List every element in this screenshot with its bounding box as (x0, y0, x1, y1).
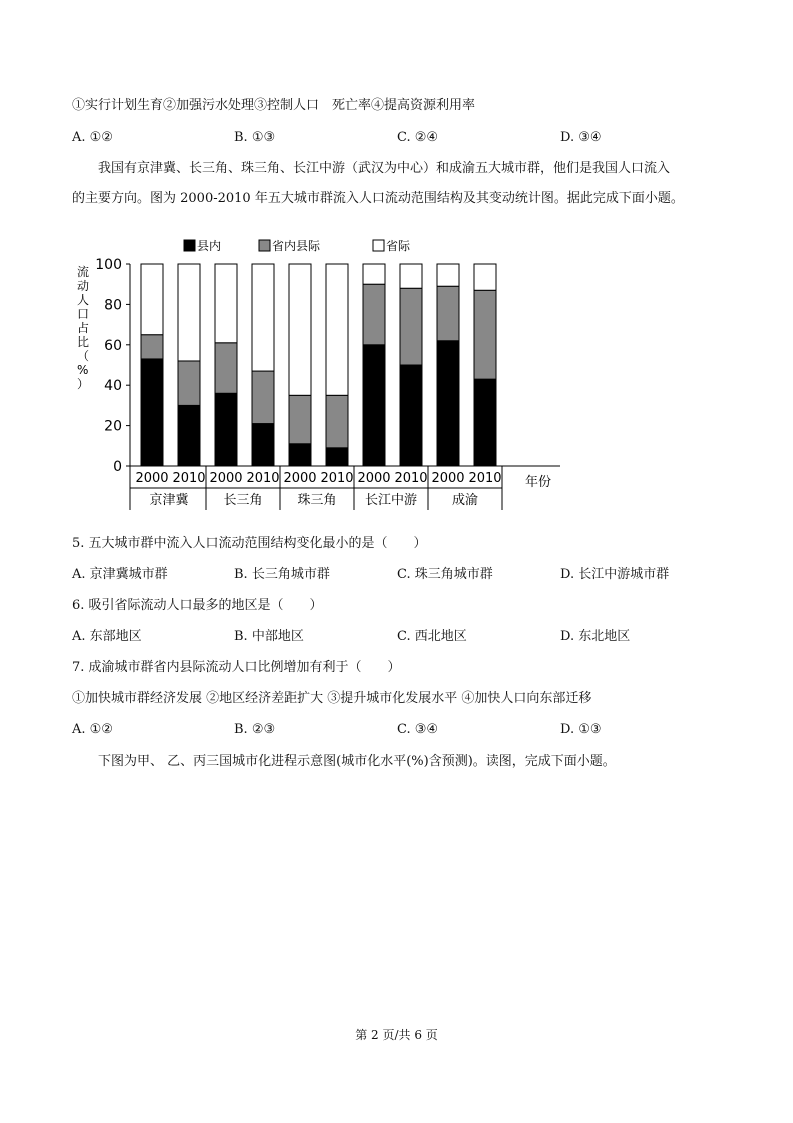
bar-segment-county (141, 359, 163, 466)
legend-swatch-intra-province (259, 240, 270, 251)
bar-segment-inter-province (215, 264, 237, 343)
bar-segment-intra-province (252, 371, 274, 424)
bar-segment-county (437, 341, 459, 466)
x-year-label: 2010 (320, 471, 354, 486)
x-year-label: 2000 (357, 471, 391, 486)
x-year-label: 2010 (246, 471, 280, 486)
y-tick-label: 40 (104, 378, 122, 395)
x-group-label: 珠三角 (297, 493, 337, 508)
bar-segment-county (400, 365, 422, 466)
bar-segment-county (363, 345, 385, 466)
bar-segment-intra-province (400, 288, 422, 365)
q6-option-b: B. 中部地区 (234, 629, 304, 644)
bar-segment-intra-province (141, 335, 163, 359)
q5-option-a: A. 京津冀城市群 (72, 567, 168, 582)
bar-segment-county (215, 393, 237, 466)
bar-segment-county (178, 405, 200, 466)
q7-option-c: C. ③④ (397, 722, 439, 737)
x-year-label: 2000 (209, 471, 243, 486)
bar-segment-inter-province (289, 264, 311, 395)
bar-segment-inter-province (326, 264, 348, 395)
prev-question-items: ①实行计划生育②加强污水处理③控制人口 死亡率④提高资源利用率 (72, 98, 476, 113)
q6-stem: 6. 吸引省际流动人口最多的地区是（ ） (72, 598, 323, 613)
x-axis (130, 466, 560, 510)
bar-segment-intra-province (326, 395, 348, 448)
x-group-label: 长三角 (223, 493, 263, 508)
page-number: 第 2 页/共 6 页 (355, 1028, 438, 1042)
bar-segment-inter-province (474, 264, 496, 290)
bar-segment-inter-province (141, 264, 163, 335)
bar-segment-intra-province (289, 395, 311, 443)
y-axis-ticks (95, 257, 130, 475)
bar-segment-inter-province (363, 264, 385, 284)
bar-segment-inter-province (178, 264, 200, 361)
intro-line-1: 我国有京津冀、长三角、珠三角、长江中游（武汉为中心）和成渝五大城市群，他们是我国人口流入 (98, 161, 671, 176)
prev-option-c: C. ②④ (397, 130, 439, 145)
x-group-label: 长江中游 (364, 493, 418, 508)
y-tick-label: 100 (95, 257, 122, 273)
q5-stem: 5. 五大城市群中流入人口流动范围结构变化最小的是（ ） (72, 536, 427, 551)
x-group-label: 成渝 (451, 493, 479, 508)
x-year-label: 2010 (394, 471, 428, 486)
q7-stem: 7. 成渝城市群省内县际流动人口比例增加有利于（ ） (72, 660, 401, 675)
bar-segment-intra-province (474, 290, 496, 379)
y-tick-label: 20 (104, 418, 122, 435)
x-year-label: 2010 (172, 471, 206, 486)
intro-line-2: 的主要方向。图为 2000-2010 年五大城市群流入人口流动范围结构及其变动统计图。据此完成下面小题。 (72, 191, 684, 206)
bar-segment-intra-province (363, 284, 385, 345)
bar-segment-intra-province (215, 343, 237, 394)
q7-option-a: A. ①② (72, 722, 113, 737)
bar-segment-intra-province (437, 286, 459, 341)
x-year-label: 2000 (283, 471, 317, 486)
q5-option-d: D. 长江中游城市群 (560, 567, 670, 582)
q5-option-c: C. 珠三角城市群 (397, 567, 493, 582)
chart-legend (184, 238, 411, 253)
prev-option-b: B. ①③ (234, 130, 276, 145)
q5-option-b: B. 长三角城市群 (234, 567, 330, 582)
y-tick-label: 0 (113, 459, 122, 475)
q7-items: ①加快城市群经济发展 ②地区经济差距扩大 ③提升城市化发展水平 ④加快人口向东部迁移 (72, 691, 592, 706)
bar-segment-inter-province (252, 264, 274, 371)
legend-swatch-county (184, 240, 195, 251)
y-axis-label: 流动人口占比（%） (77, 265, 90, 391)
bar-segment-inter-province (400, 264, 422, 288)
x-year-label: 2000 (135, 471, 169, 486)
q6-option-c: C. 西北地区 (397, 629, 467, 644)
q7-option-b: B. ②③ (234, 722, 276, 737)
legend-label-inter-province: 省际 (386, 239, 411, 253)
x-year-label: 2000 (431, 471, 465, 486)
chart-bars (141, 264, 496, 466)
population-flow-chart (64, 230, 584, 520)
bar-segment-county (474, 379, 496, 466)
bar-segment-county (326, 448, 348, 466)
q6-option-d: D. 东北地区 (560, 629, 631, 644)
bar-segment-inter-province (437, 264, 459, 286)
legend-label-intra-province: 省内县际 (272, 239, 321, 253)
y-tick-label: 80 (104, 297, 122, 314)
x-group-label: 京津冀 (149, 493, 189, 508)
bar-segment-county (289, 444, 311, 466)
q6-option-a: A. 东部地区 (72, 629, 142, 644)
bar-segment-county (252, 424, 274, 466)
x-axis-label: 年份 (524, 475, 552, 490)
prev-option-a: A. ①② (72, 130, 113, 145)
prev-option-d: D. ③④ (560, 130, 602, 145)
legend-swatch-inter-province (373, 240, 384, 251)
q7-option-d: D. ①③ (560, 722, 602, 737)
x-year-label: 2010 (468, 471, 502, 486)
bar-segment-intra-province (178, 361, 200, 405)
y-tick-label: 60 (104, 337, 122, 354)
next-question-intro: 下图为甲、 乙、丙三国城市化进程示意图(城市化水平(%)含预测)。读图，完成下面小题。 (98, 754, 616, 769)
legend-label-county: 县内 (197, 239, 222, 253)
